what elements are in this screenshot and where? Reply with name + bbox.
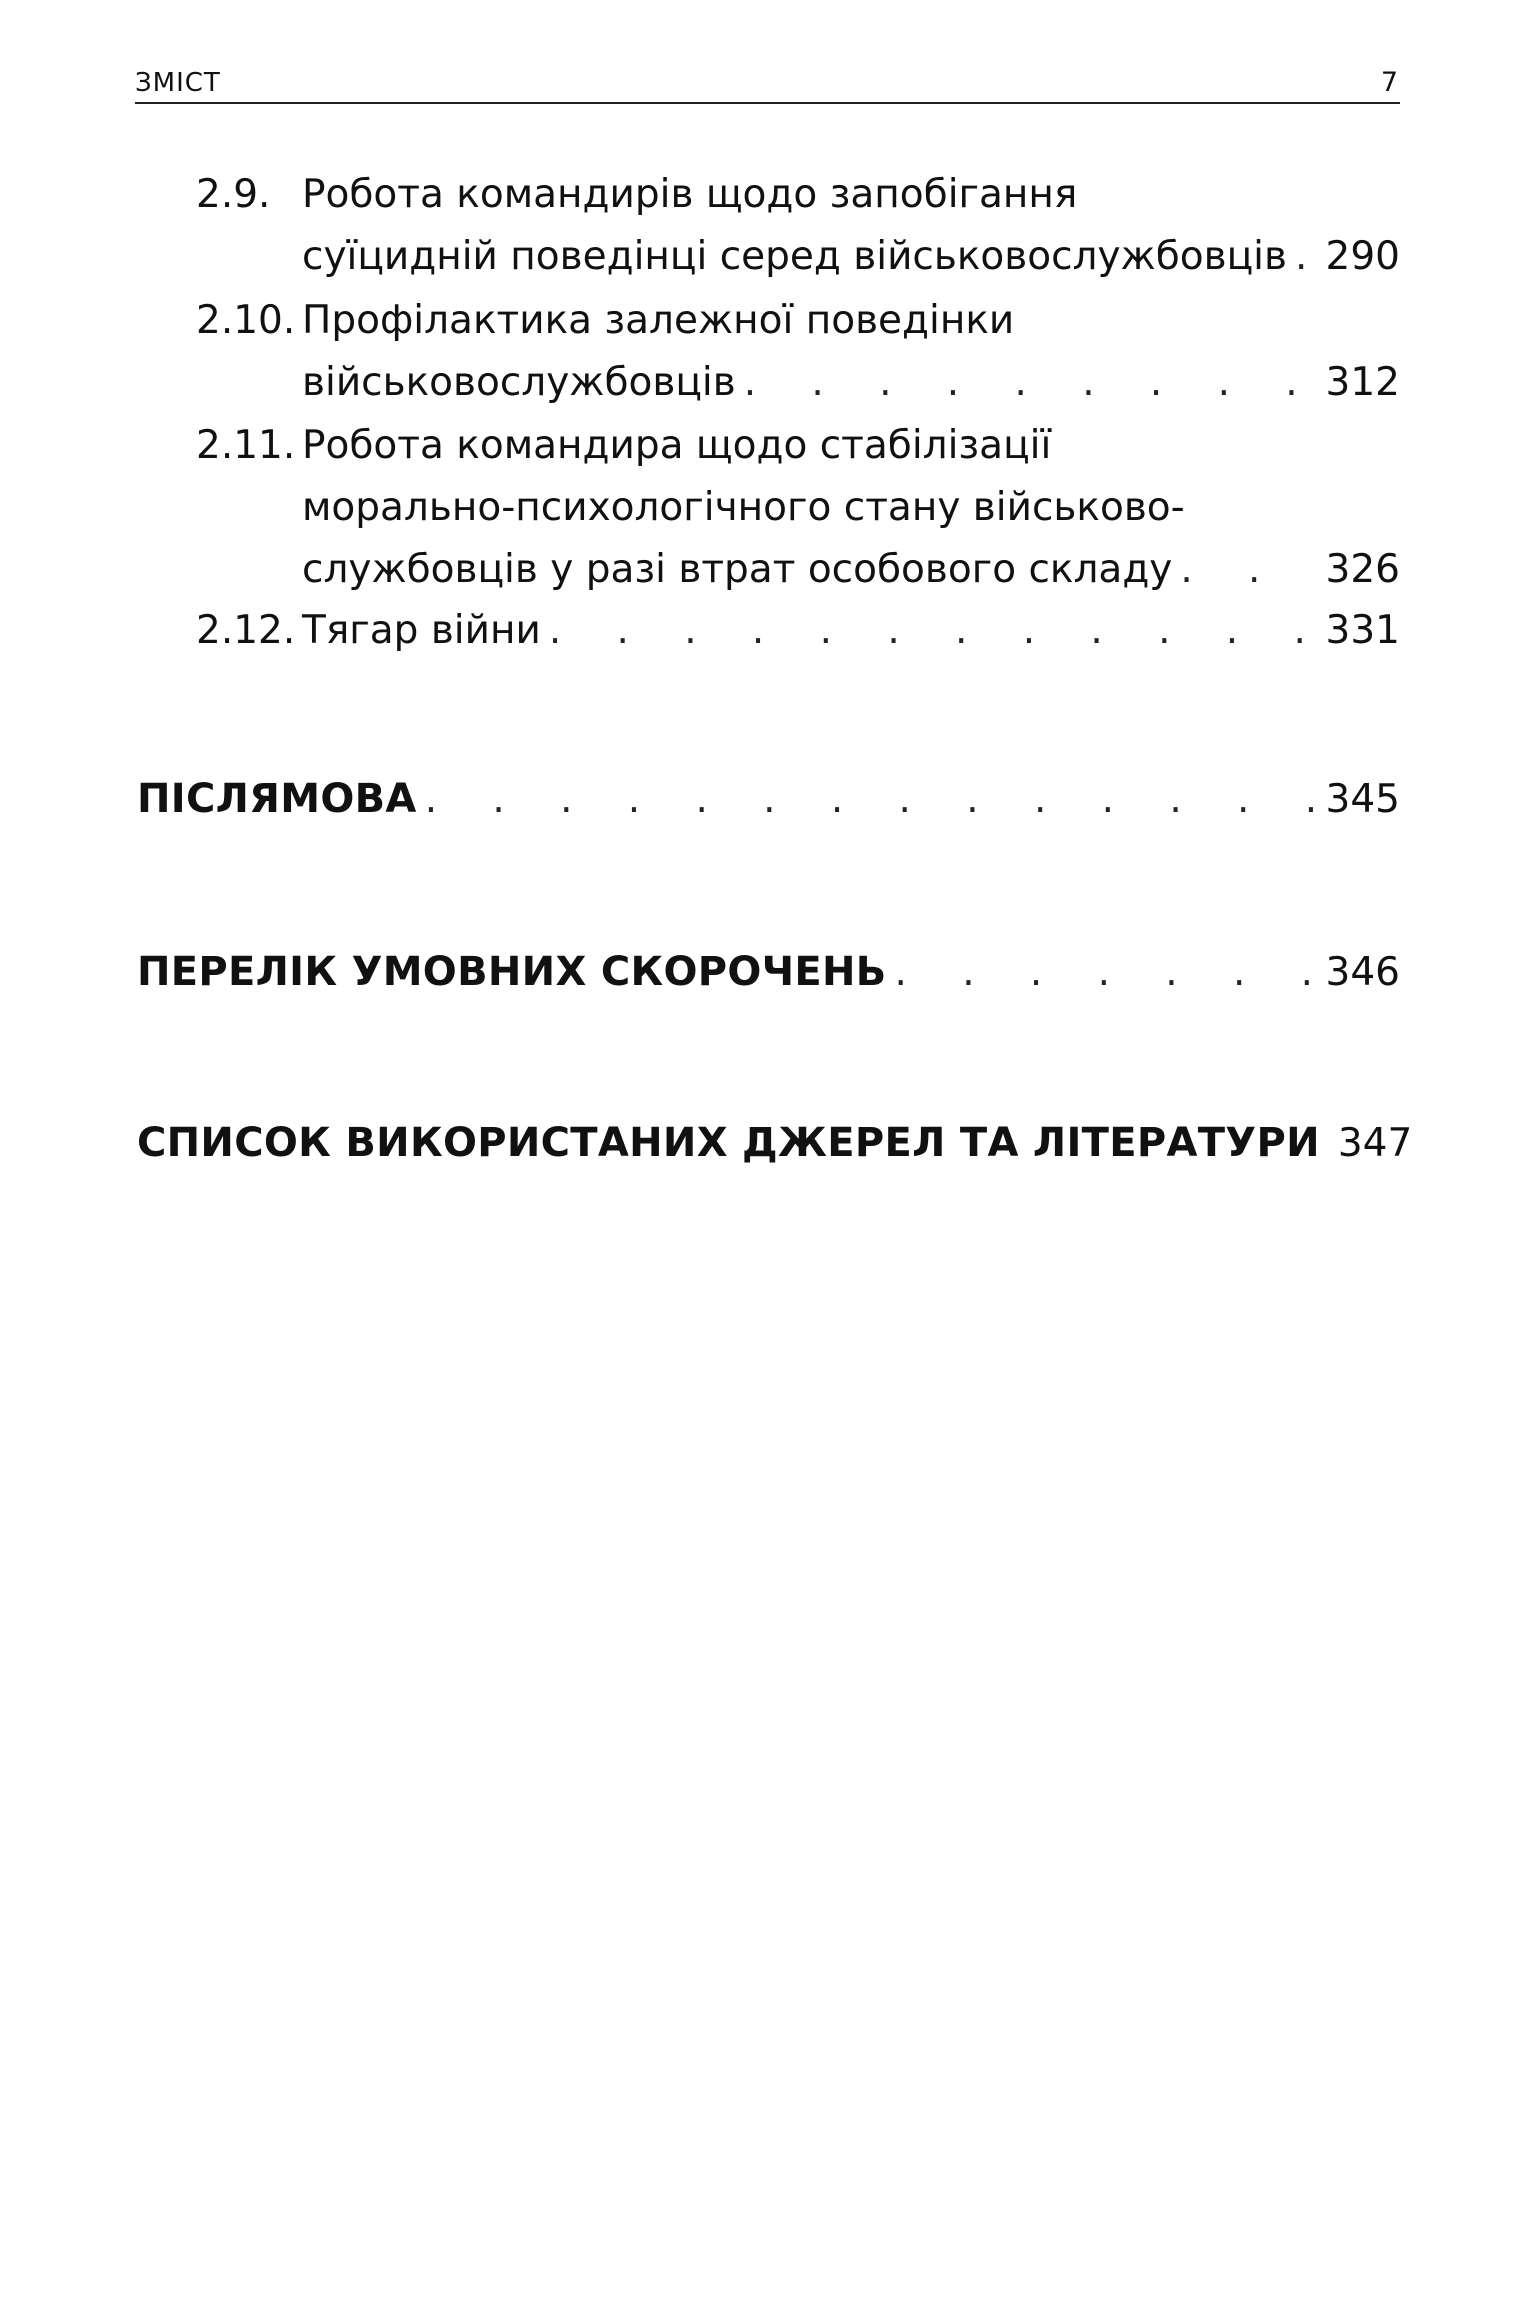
toc-entry-2-11[interactable] [196,415,1400,601]
header-title: ЗМІСТ [135,68,221,98]
dot-leader [1180,539,1315,601]
toc-entry-page: 312 [1325,360,1400,405]
toc-entry-title-line: суїцидній поведінці серед військовослужбовців [302,234,1287,279]
toc-entry-2-10[interactable] [196,290,1400,414]
toc-main-title: ПЕРЕЛІК УМОВНИХ СКОРОЧЕНЬ [137,949,887,995]
dot-leader [425,777,1316,822]
toc-entry-number: 2.12. [196,608,296,653]
toc-entry-page: 326 [1325,547,1400,592]
toc-entry-page: 347 [1337,1121,1413,1166]
toc-entry-title-line: Тягар війни [302,608,541,653]
toc-entry-bibliography[interactable] [137,1120,1413,1166]
toc-entry-title-line: Робота командирів щодо запобігання [302,172,1078,217]
toc-entry-page: 331 [1325,608,1400,653]
dot-leader [895,950,1316,995]
toc-entry-page: 346 [1325,950,1400,995]
toc-entry-title-line: морально-психологічного стану військово- [302,485,1185,530]
toc-entry-2-9[interactable] [196,164,1400,288]
dot-leader [1295,226,1316,288]
running-header [135,58,1400,104]
header-page-number: 7 [1380,67,1398,98]
toc-entry-title-line: Робота командира щодо стабілізації [302,423,1052,468]
toc-entry-afterword[interactable] [137,776,1400,822]
toc-entry-title-line: військовослужбовців [302,360,736,405]
toc-entry-title-line: Профілактика залежної поведінки [302,298,1015,343]
toc-entry-number: 2.11. [196,423,296,468]
toc-entry-number: 2.10. [196,298,296,343]
toc-main-title: ПІСЛЯМОВА [137,776,417,822]
dot-leader [549,600,1316,662]
dot-leader [744,352,1316,414]
toc-entry-title-line: службовців у разі втрат особового складу [302,547,1173,592]
toc-main-title: СПИСОК ВИКОРИСТАНИХ ДЖЕРЕЛ ТА ЛІТЕРАТУРИ [137,1120,1320,1166]
toc-entry-2-12[interactable] [196,600,1400,662]
toc-entry-page: 345 [1325,777,1400,822]
toc-entry-page: 290 [1325,234,1400,279]
toc-entry-number: 2.9. [196,172,271,217]
toc-entry-abbreviations[interactable] [137,949,1400,995]
